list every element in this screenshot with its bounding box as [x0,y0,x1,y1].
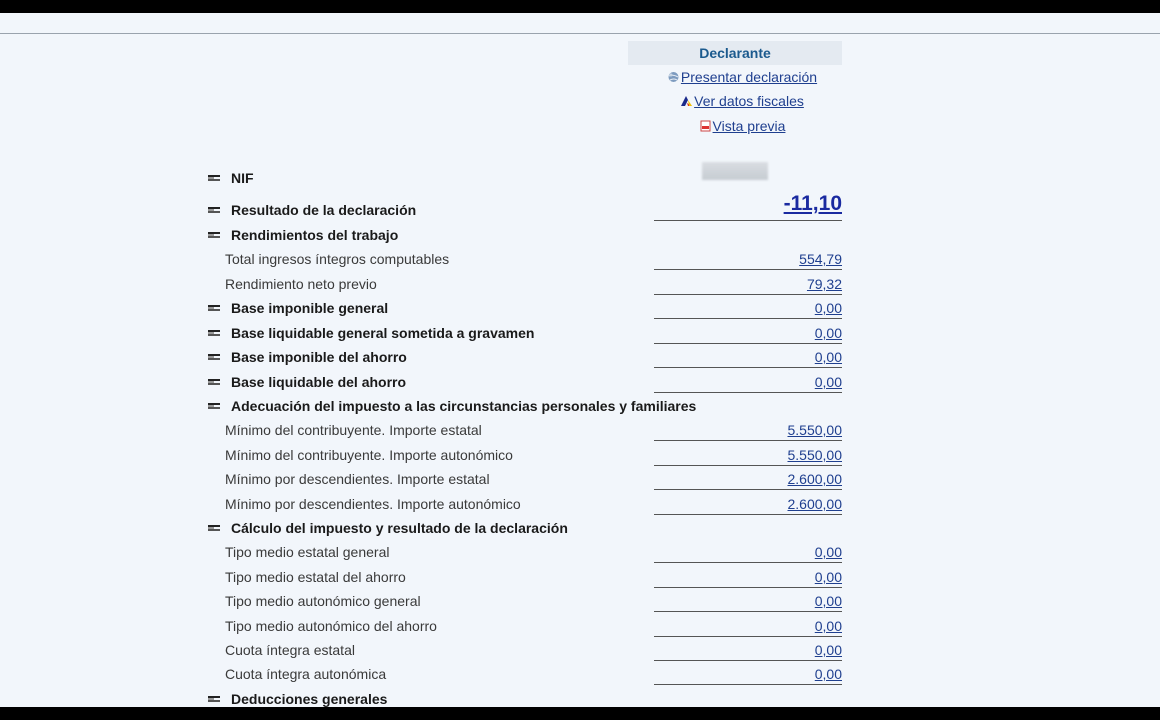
row-value-cell [654,639,842,661]
row-label: Tipo medio estatal del ahorro [225,569,406,585]
collapse-toggle-icon[interactable] [207,694,221,704]
collapse-toggle-icon[interactable] [207,377,221,387]
summary-row [0,566,1160,590]
summary-row [0,192,1160,223]
bottom-bar [0,707,1160,720]
summary-row [0,297,1160,321]
row-value-link[interactable]: 79,32 [806,276,842,292]
summary-row [0,273,1160,297]
row-value-link[interactable]: 0,00 [814,374,842,390]
collapse-toggle-icon[interactable] [207,205,221,215]
row-value-cell [654,663,842,685]
summary-row [0,224,1160,248]
summary-row [0,663,1160,687]
summary-row [0,493,1160,517]
summary-row [0,590,1160,614]
summary-row [0,167,1160,191]
row-value-cell [654,541,842,563]
row-label: Tipo medio estatal general [225,544,390,560]
row-label: NIF [231,170,254,186]
preview-action[interactable] [628,118,856,134]
summary-row [0,615,1160,639]
agency-logo-icon [680,95,693,107]
row-value-link[interactable]: 0,00 [814,666,842,682]
row-label: Tipo medio autonómico del ahorro [225,618,437,634]
row-value-cell [654,248,842,270]
collapse-toggle-icon[interactable] [207,303,221,313]
row-label: Rendimiento neto previo [225,276,377,292]
result-value-link[interactable]: -11,10 [783,192,842,215]
row-label: Resultado de la declaración [231,202,417,218]
preview-link[interactable]: Vista previa [712,118,786,134]
collapse-toggle-icon[interactable] [207,173,221,183]
row-label: Base liquidable del ahorro [231,374,407,390]
row-label: Rendimientos del trabajo [231,227,399,243]
summary-row [0,688,1160,707]
row-label: Mínimo por descendientes. Importe estatal [225,471,490,487]
row-value-cell [654,444,842,466]
view-tax-data-action[interactable] [628,93,856,109]
submit-declaration-link[interactable]: Presentar declaración [680,69,818,85]
row-label: Adecuación del impuesto a las circunstancias personales y familiares [231,398,697,414]
row-label: Base imponible general [231,300,389,316]
row-label: Deducciones generales [231,691,388,707]
header-divider [0,33,1160,34]
summary-row [0,322,1160,346]
row-value-cell [654,322,842,344]
row-value-cell [654,590,842,612]
row-value-link[interactable]: 0,00 [814,300,842,316]
row-value-cell [654,493,842,515]
row-value-link[interactable]: 0,00 [814,642,842,658]
row-value-link[interactable]: 0,00 [814,593,842,609]
row-label: Cuota íntegra estatal [225,642,355,658]
panel-title: Declarante [699,45,771,61]
row-value-link[interactable]: 0,00 [814,325,842,341]
collapse-toggle-icon[interactable] [207,328,221,338]
row-value-link[interactable]: 0,00 [814,618,842,634]
summary-row [0,371,1160,395]
row-value-link[interactable]: 2.600,00 [787,471,842,487]
submit-declaration-action[interactable] [628,69,856,85]
row-label: Base liquidable general sometida a gravamen [231,325,535,341]
pdf-icon [699,120,712,132]
summary-row [0,444,1160,468]
summary-row [0,541,1160,565]
row-value-link[interactable]: 554,79 [799,251,842,267]
summary-row [0,419,1160,443]
row-label: Tipo medio autonómico general [225,593,421,609]
row-value-link[interactable]: 0,00 [814,544,842,560]
collapse-toggle-icon[interactable] [207,230,221,240]
row-value-cell [654,371,842,393]
collapse-toggle-icon[interactable] [207,352,221,362]
row-value-link[interactable]: 2.600,00 [787,496,842,512]
row-value-cell [654,615,842,637]
row-value-cell [654,297,842,319]
row-value-link[interactable]: 5.550,00 [787,422,842,438]
summary-row [0,346,1160,370]
row-value-link[interactable]: 0,00 [814,349,842,365]
summary-row [0,639,1160,663]
row-value-link[interactable]: 0,00 [814,569,842,585]
row-label: Cálculo del impuesto y resultado de la declaración [231,520,568,536]
row-value-cell [654,468,842,490]
row-value-cell [654,273,842,295]
view-tax-data-link[interactable]: Ver datos fiscales [694,93,804,109]
row-label: Total ingresos íntegros computables [225,251,450,267]
row-value-cell [654,419,842,441]
row-label: Mínimo del contribuyente. Importe autonómico [225,447,513,463]
collapse-toggle-icon[interactable] [207,523,221,533]
row-label: Cuota íntegra autonómica [225,666,387,682]
row-value-cell [654,566,842,588]
collapse-toggle-icon[interactable] [207,401,221,411]
row-value-link[interactable]: 5.550,00 [787,447,842,463]
row-label: Mínimo del contribuyente. Importe estatal [225,422,482,438]
summary-row [0,468,1160,492]
row-label: Mínimo por descendientes. Importe autonómico [225,496,521,512]
globe-icon [667,71,680,83]
result-value-cell [654,192,842,221]
declaration-summary-page [0,13,1160,707]
summary-row [0,248,1160,272]
summary-row [0,395,1160,419]
summary-row [0,517,1160,541]
row-value-cell [654,346,842,368]
row-label: Base imponible del ahorro [231,349,407,365]
